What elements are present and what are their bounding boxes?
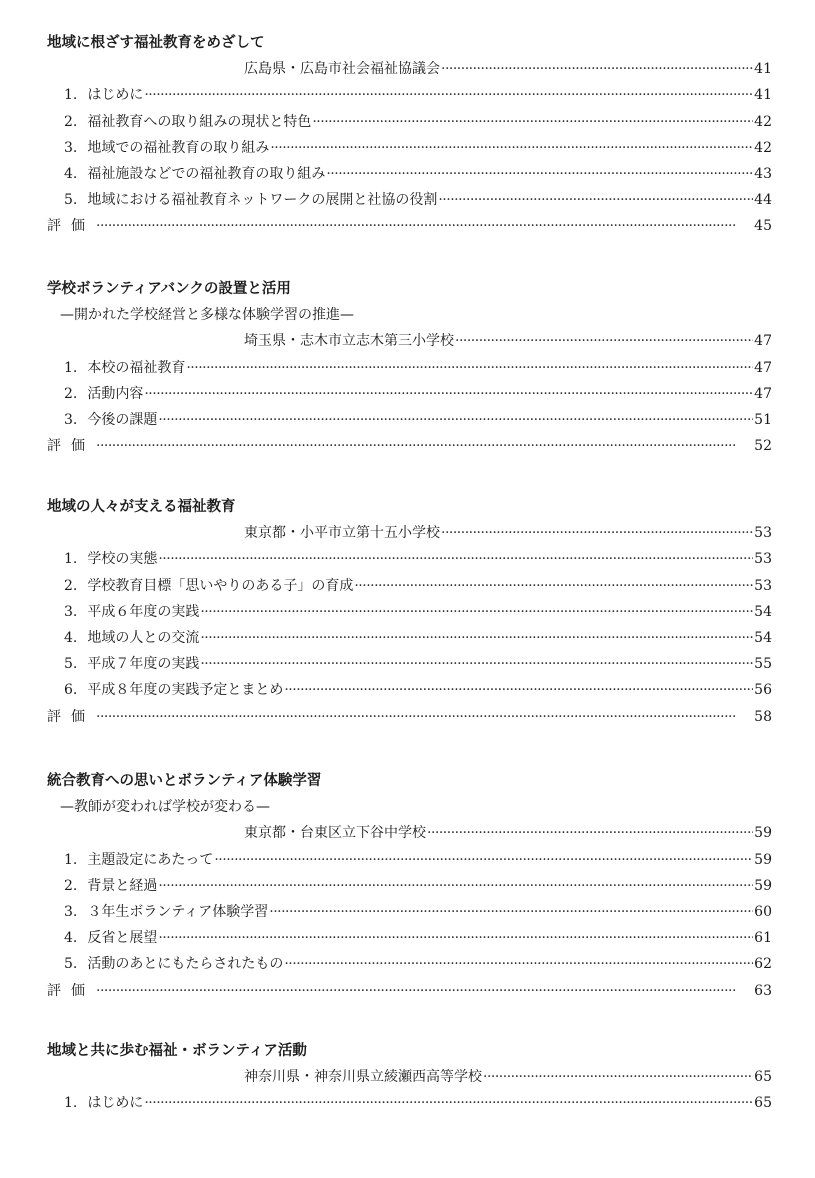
- section-title-text: 地域に根ざす福祉教育をめざして: [47, 35, 265, 51]
- page-number: 61: [754, 930, 772, 947]
- section-subtitle-text: —教師が変われば学校が変わる—: [60, 799, 270, 816]
- toc-entry: [64, 925, 772, 951]
- page-number: 58: [754, 708, 772, 725]
- section-title-text: 学校ボランティアバンクの設置と活用: [47, 281, 291, 297]
- section-subtitle: [60, 302, 772, 328]
- page-number: 42: [754, 113, 772, 130]
- page-number: 43: [754, 166, 772, 182]
- entry-number: 4.: [64, 166, 78, 182]
- entry-label: 学校教育目標「思いやりのある子」の育成: [87, 577, 354, 594]
- page-number: 62: [754, 956, 772, 973]
- entry-number: 5.: [64, 192, 78, 209]
- evaluation-label: 評価: [47, 708, 95, 725]
- section-organization: [244, 328, 772, 354]
- entry-number: 3.: [64, 412, 78, 428]
- dot-leader: [214, 847, 753, 873]
- dot-leader: [438, 187, 753, 213]
- organization-name: 広島県・広島市社会福祉協議会: [244, 61, 440, 78]
- section-title: [47, 494, 772, 520]
- page-number: 56: [754, 682, 772, 699]
- section-title-text: 統合教育への思いとボランティア体験学習: [47, 773, 322, 789]
- organization-name: 東京都・小平市立第十五小学校: [244, 525, 440, 542]
- page-number: 59: [754, 825, 772, 842]
- dot-leader: [144, 82, 753, 108]
- dot-leader: [158, 925, 753, 951]
- entry-label: 平成７年度の実践: [87, 656, 200, 673]
- section-title-text: 地域と共に歩む福祉・ボランティア活動: [47, 1043, 307, 1059]
- dot-leader: [441, 56, 753, 82]
- page-number: 41: [754, 87, 772, 104]
- page-number: 55: [754, 656, 772, 673]
- page-number: 54: [754, 603, 772, 620]
- dot-leader: [96, 704, 753, 730]
- organization-name: 埼玉県・志木市立志木第三小学校: [244, 333, 454, 350]
- entry-label: 活動のあとにもたらされたもの: [87, 956, 284, 973]
- toc-entry: [64, 899, 772, 925]
- page-number: 59: [754, 877, 772, 894]
- evaluation-entry: [47, 978, 772, 1004]
- entry-label: はじめに: [87, 1095, 144, 1112]
- entry-number: 2.: [64, 113, 78, 130]
- dot-leader: [354, 573, 753, 599]
- toc-entry: [64, 82, 772, 108]
- dot-leader: [483, 1064, 753, 1090]
- toc-entry: [64, 573, 772, 599]
- page-number: 63: [754, 982, 772, 999]
- section-organization: [244, 820, 772, 846]
- toc-entry: [64, 847, 772, 873]
- section-subtitle-text: —開かれた学校経営と多様な体験学習の推進—: [60, 307, 354, 324]
- evaluation-entry: [47, 213, 772, 239]
- dot-leader: [186, 355, 753, 381]
- section-title: [47, 1038, 772, 1064]
- entry-label: ３年生ボランティア体験学習: [87, 904, 269, 920]
- dot-leader: [200, 625, 753, 651]
- entry-label: 福祉施設などでの福祉教育の取り組み: [87, 166, 326, 182]
- toc-entry: [64, 407, 772, 433]
- entry-label: 背景と経過: [87, 877, 158, 894]
- entry-label: 本校の福祉教育: [87, 359, 186, 376]
- toc-entry: [64, 651, 772, 677]
- section-title: [47, 768, 772, 794]
- entry-number: 5.: [64, 956, 78, 973]
- page-number: 47: [754, 333, 772, 350]
- dot-leader: [312, 109, 753, 135]
- entry-label: 福祉教育への取り組みの現状と特色: [87, 113, 312, 130]
- entry-number: 4.: [64, 630, 78, 646]
- toc-entry: [64, 599, 772, 625]
- evaluation-label: 評価: [47, 218, 95, 235]
- entry-label: 平成６年度の実践: [87, 603, 200, 620]
- toc-entry: [64, 355, 772, 381]
- entry-label: はじめに: [87, 87, 144, 104]
- entry-label: 地域での福祉教育の取り組み: [87, 139, 270, 156]
- toc-entry: [64, 1090, 772, 1116]
- entry-number: 1.: [64, 359, 78, 376]
- entry-number: 2.: [64, 577, 78, 594]
- page-number: 53: [754, 577, 772, 594]
- dot-leader: [270, 135, 753, 161]
- entry-label: 地域の人との交流: [87, 630, 200, 646]
- entry-number: 3.: [64, 603, 78, 620]
- entry-number: 1.: [64, 1095, 78, 1112]
- entry-label: 反省と展望: [87, 930, 158, 947]
- evaluation-entry: [47, 433, 772, 459]
- toc-entry: [64, 677, 772, 703]
- entry-number: 2.: [64, 877, 78, 894]
- entry-number: 5.: [64, 656, 78, 673]
- toc-entry: [64, 161, 772, 187]
- page-number: 47: [754, 385, 772, 402]
- page-number: 52: [754, 438, 772, 455]
- dot-leader: [96, 213, 753, 239]
- evaluation-label: 評価: [47, 982, 95, 999]
- dot-leader: [96, 978, 753, 1004]
- toc-entry: [64, 381, 772, 407]
- dot-leader: [269, 899, 753, 925]
- dot-leader: [96, 433, 753, 459]
- page-number: 59: [754, 851, 772, 868]
- toc-entry: [64, 625, 772, 651]
- page-number: 44: [754, 192, 772, 209]
- page-number: 60: [754, 904, 772, 920]
- entry-label: 学校の実態: [87, 551, 158, 568]
- toc-entry: [64, 187, 772, 213]
- dot-leader: [200, 651, 753, 677]
- section-title-text: 地域の人々が支える福祉教育: [47, 499, 236, 515]
- dot-leader: [158, 407, 753, 433]
- page-number: 45: [754, 218, 772, 235]
- page-number: 47: [754, 359, 772, 376]
- dot-leader: [144, 381, 753, 407]
- dot-leader: [427, 820, 753, 846]
- dot-leader: [441, 520, 753, 546]
- entry-number: 1.: [64, 87, 78, 104]
- entry-number: 6.: [64, 682, 78, 699]
- organization-name: 東京都・台東区立下谷中学校: [244, 825, 426, 842]
- page-number: 51: [754, 412, 772, 428]
- entry-number: 2.: [64, 385, 78, 402]
- dot-leader: [144, 1090, 753, 1116]
- entry-number: 1.: [64, 851, 78, 868]
- dot-leader: [158, 873, 753, 899]
- page-number: 41: [754, 61, 772, 78]
- section-organization: [244, 56, 772, 82]
- entry-number: 4.: [64, 930, 78, 947]
- toc-entry: [64, 951, 772, 977]
- evaluation-label: 評価: [47, 438, 95, 455]
- section-organization: [244, 520, 772, 546]
- entry-number: 3.: [64, 139, 78, 156]
- entry-number: 3.: [64, 904, 78, 920]
- entry-label: 活動内容: [87, 385, 144, 402]
- dot-leader: [455, 328, 753, 354]
- page-number: 53: [754, 525, 772, 542]
- page-number: 54: [754, 630, 772, 646]
- toc-entry: [64, 873, 772, 899]
- entry-label: 地域における福祉教育ネットワークの展開と社協の役割: [87, 192, 438, 209]
- page-number: 65: [754, 1095, 772, 1112]
- section-title: [47, 30, 772, 56]
- dot-leader: [158, 546, 753, 572]
- entry-label: 平成８年度の実践予定とまとめ: [87, 682, 284, 699]
- toc-entry: [64, 546, 772, 572]
- entry-label: 主題設定にあたって: [87, 851, 214, 868]
- dot-leader: [326, 161, 753, 187]
- dot-leader: [200, 599, 753, 625]
- organization-name: 神奈川県・神奈川県立綾瀬西高等学校: [244, 1069, 482, 1086]
- section-title: [47, 276, 772, 302]
- page-number: 42: [754, 139, 772, 156]
- page-number: 65: [754, 1069, 772, 1086]
- toc-entry: [64, 109, 772, 135]
- section-subtitle: [60, 794, 772, 820]
- evaluation-entry: [47, 704, 772, 730]
- page-number: 53: [754, 551, 772, 568]
- toc-entry: [64, 135, 772, 161]
- dot-leader: [284, 951, 753, 977]
- entry-label: 今後の課題: [87, 412, 158, 428]
- entry-number: 1.: [64, 551, 78, 568]
- dot-leader: [284, 677, 753, 703]
- section-organization: [244, 1064, 772, 1090]
